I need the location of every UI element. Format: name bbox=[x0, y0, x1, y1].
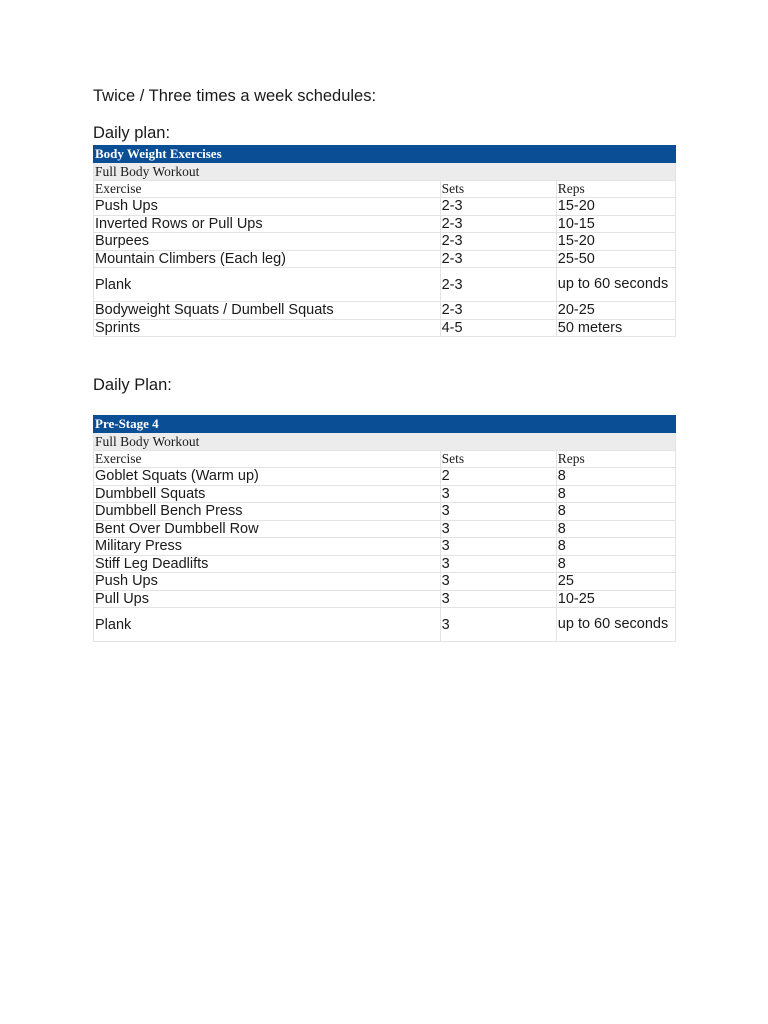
table-subtitle: Full Body Workout bbox=[94, 433, 676, 451]
reps-cell: 15-20 bbox=[556, 198, 675, 216]
sets-cell: 2-3 bbox=[440, 250, 556, 268]
table-title-row bbox=[94, 146, 676, 163]
sets-cell: 2-3 bbox=[440, 268, 556, 302]
sets-cell: 3 bbox=[440, 590, 556, 608]
column-header-exercise: Exercise bbox=[94, 181, 441, 198]
exercise-cell: Goblet Squats (Warm up) bbox=[94, 468, 441, 486]
exercise-cell: Dumbbell Bench Press bbox=[94, 503, 441, 521]
table-title-row bbox=[94, 416, 676, 433]
table-row bbox=[94, 302, 676, 320]
sets-cell: 3 bbox=[440, 485, 556, 503]
table-row bbox=[94, 520, 676, 538]
table-row bbox=[94, 268, 676, 302]
sets-cell: 2-3 bbox=[440, 198, 556, 216]
sets-cell: 2-3 bbox=[440, 215, 556, 233]
reps-cell: 8 bbox=[556, 468, 675, 486]
table-row bbox=[94, 485, 676, 503]
sets-cell: 2-3 bbox=[440, 302, 556, 320]
exercise-cell: Plank bbox=[94, 268, 441, 302]
reps-cell: up to 60 seconds bbox=[556, 608, 675, 642]
pre-stage-4-table bbox=[93, 415, 676, 642]
table-title: Body Weight Exercises bbox=[94, 146, 676, 163]
table-title: Pre-Stage 4 bbox=[94, 416, 676, 433]
exercise-cell: Plank bbox=[94, 608, 441, 642]
reps-cell: 15-20 bbox=[556, 233, 675, 251]
table-row bbox=[94, 198, 676, 216]
sets-cell: 3 bbox=[440, 555, 556, 573]
table-subtitle: Full Body Workout bbox=[94, 163, 676, 181]
column-header-sets: Sets bbox=[440, 451, 556, 468]
table-subtitle-row bbox=[94, 433, 676, 451]
column-header-reps: Reps bbox=[556, 181, 675, 198]
section-heading-daily-plan-2: Daily Plan: bbox=[93, 376, 172, 394]
reps-cell: 50 meters bbox=[556, 319, 675, 337]
sets-cell: 4-5 bbox=[440, 319, 556, 337]
table-header-row bbox=[94, 181, 676, 198]
sets-cell: 3 bbox=[440, 573, 556, 591]
reps-cell: 10-15 bbox=[556, 215, 675, 233]
table-row bbox=[94, 538, 676, 556]
reps-cell: 20-25 bbox=[556, 302, 675, 320]
reps-cell: 8 bbox=[556, 520, 675, 538]
column-header-reps: Reps bbox=[556, 451, 675, 468]
sets-cell: 2 bbox=[440, 468, 556, 486]
reps-cell: 25 bbox=[556, 573, 675, 591]
table-row bbox=[94, 233, 676, 251]
table-row bbox=[94, 555, 676, 573]
reps-cell: up to 60 seconds bbox=[556, 268, 675, 302]
page-title: Twice / Three times a week schedules: bbox=[93, 87, 377, 105]
column-header-sets: Sets bbox=[440, 181, 556, 198]
sets-cell: 3 bbox=[440, 538, 556, 556]
exercise-cell: Inverted Rows or Pull Ups bbox=[94, 215, 441, 233]
table-row bbox=[94, 319, 676, 337]
column-header-exercise: Exercise bbox=[94, 451, 441, 468]
reps-cell: 8 bbox=[556, 555, 675, 573]
table-subtitle-row bbox=[94, 163, 676, 181]
exercise-cell: Bent Over Dumbbell Row bbox=[94, 520, 441, 538]
table-row bbox=[94, 215, 676, 233]
section-heading-daily-plan: Daily plan: bbox=[93, 124, 171, 142]
body-weight-exercises-table bbox=[93, 145, 676, 337]
sets-cell: 2-3 bbox=[440, 233, 556, 251]
exercise-cell: Burpees bbox=[94, 233, 441, 251]
reps-cell: 8 bbox=[556, 538, 675, 556]
exercise-cell: Dumbbell Squats bbox=[94, 485, 441, 503]
table-row bbox=[94, 503, 676, 521]
sets-cell: 3 bbox=[440, 520, 556, 538]
sets-cell: 3 bbox=[440, 608, 556, 642]
table-row bbox=[94, 250, 676, 268]
exercise-cell: Pull Ups bbox=[94, 590, 441, 608]
exercise-cell: Push Ups bbox=[94, 198, 441, 216]
exercise-cell: Bodyweight Squats / Dumbell Squats bbox=[94, 302, 441, 320]
table-row bbox=[94, 590, 676, 608]
table-header-row bbox=[94, 451, 676, 468]
table-row bbox=[94, 573, 676, 591]
exercise-cell: Push Ups bbox=[94, 573, 441, 591]
table-row bbox=[94, 608, 676, 642]
reps-cell: 8 bbox=[556, 485, 675, 503]
exercise-cell: Sprints bbox=[94, 319, 441, 337]
reps-cell: 25-50 bbox=[556, 250, 675, 268]
exercise-cell: Mountain Climbers (Each leg) bbox=[94, 250, 441, 268]
table-row bbox=[94, 468, 676, 486]
reps-cell: 8 bbox=[556, 503, 675, 521]
exercise-cell: Stiff Leg Deadlifts bbox=[94, 555, 441, 573]
sets-cell: 3 bbox=[440, 503, 556, 521]
reps-cell: 10-25 bbox=[556, 590, 675, 608]
exercise-cell: Military Press bbox=[94, 538, 441, 556]
